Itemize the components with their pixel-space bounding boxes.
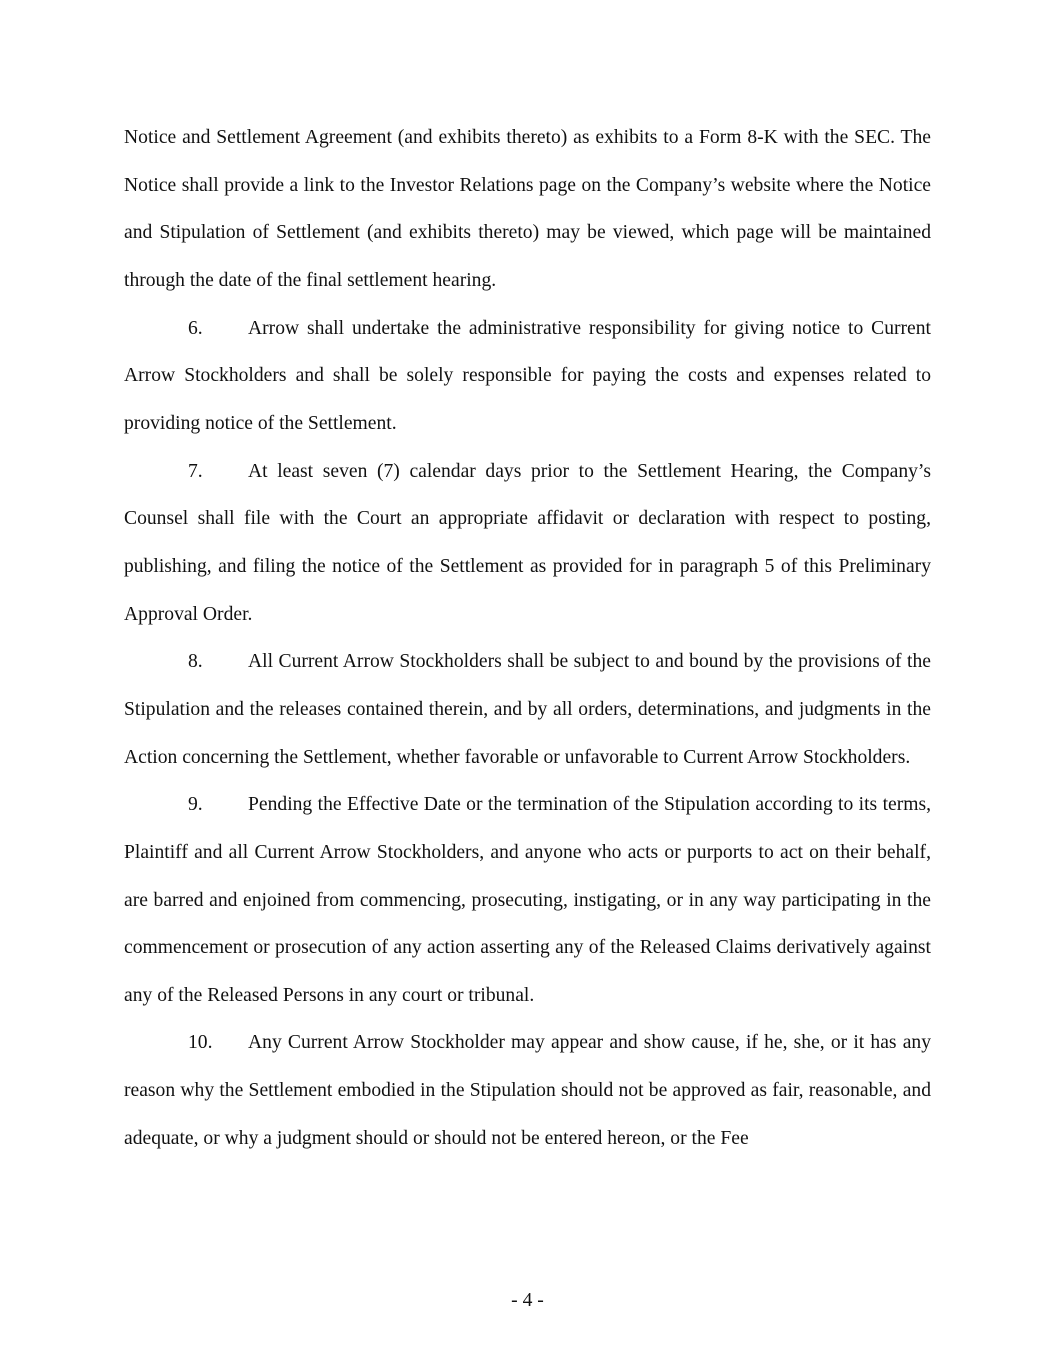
paragraph-text: All Current Arrow Stockholders shall be subject to and bound by the provisions of the Stipulation and the releases contained therein, and by all orders, determinations, and judgments in the Action concerning the Settlement, whether favorable or unfavorable to Current Arrow Stockholders. bbox=[124, 651, 931, 768]
paragraph-8 bbox=[124, 638, 931, 781]
paragraph-text: Arrow shall undertake the administrative responsibility for giving notice to Current Arrow Stockholders and shall be solely responsible for paying the costs and expenses related to providing notice of the Settlement. bbox=[124, 317, 931, 434]
continuation-paragraph: Notice and Settlement Agreement (and exhibits thereto) as exhibits to a Form 8-K with the SEC. The Notice shall provide a link to the Investor Relations page on the Company’s website where the Notice and Stipulation of Settlement (and exhibits thereto) may be viewed, which page will be maintained through the date of the final settlement hearing. bbox=[124, 127, 931, 291]
paragraph-number: 10. bbox=[188, 1032, 213, 1054]
paragraph-number: 9. bbox=[188, 794, 203, 816]
paragraph-number: 7. bbox=[188, 460, 203, 482]
paragraph-9 bbox=[124, 781, 931, 1019]
document-body bbox=[124, 114, 931, 1162]
paragraph-6 bbox=[124, 305, 931, 448]
paragraph-text: At least seven (7) calendar days prior to the Settlement Hearing, the Company’s Counsel shall file with the Court an appropriate affidavit or declaration with respect to posting, publishing, and filing the notice of the Settlement as provided for in paragraph 5 of this Preliminary Approval Order. bbox=[124, 460, 931, 625]
paragraph-number: 6. bbox=[188, 317, 203, 339]
paragraph-10 bbox=[124, 1019, 931, 1162]
paragraph-number: 8. bbox=[188, 651, 203, 673]
paragraph-text: Any Current Arrow Stockholder may appear and show cause, if he, she, or it has any reason why the Settlement embodied in the Stipulation should not be approved as fair, reasonable, and adequate, or why a judgment should or should not be entered hereon, or the Fee bbox=[124, 1032, 931, 1149]
paragraph-text: Pending the Effective Date or the termination of the Stipulation according to its terms, Plaintiff and all Current Arrow Stockholders, and anyone who acts or purports to act on their behalf, are barred and enjoined from commencing, prosecuting, instigating, or in any way participating in the commencement or prosecution of any action asserting any of the Released Claims derivatively against any of the Released Persons in any court or tribunal. bbox=[124, 794, 931, 1006]
paragraph-7 bbox=[124, 448, 931, 639]
page-number: - 4 - bbox=[511, 1290, 544, 1311]
